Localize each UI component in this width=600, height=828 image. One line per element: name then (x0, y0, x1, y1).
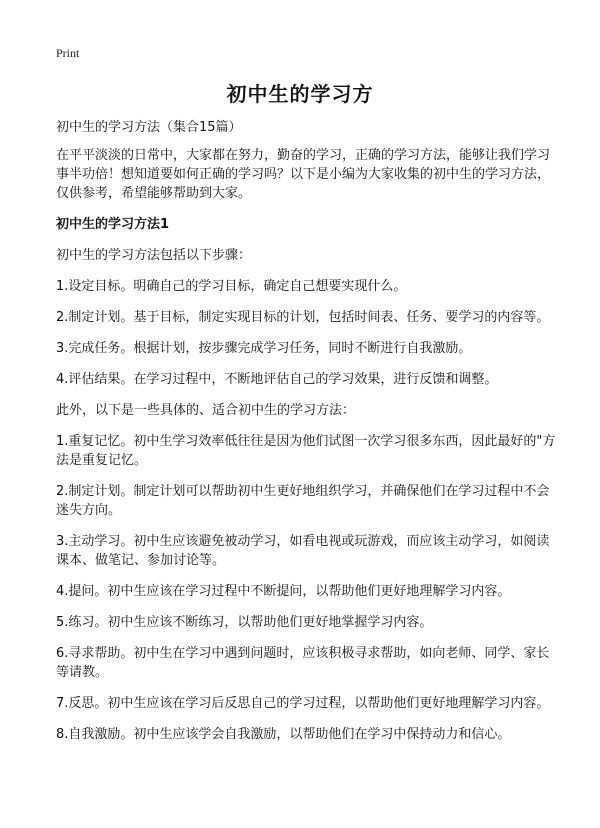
method-item: 4.提问。初中生应该在学习过程中不断提问，以帮助他们更好地理解学习内容。 (56, 584, 511, 599)
step-item: 1.设定目标。明确自己的学习目标，确定自己想要实现什么。 (56, 279, 407, 294)
page-title: 初中生的学习方 (226, 82, 374, 106)
step-item: 3.完成任务。根据计划，按步骤完成学习任务，同时不断进行自我激励。 (56, 341, 472, 356)
print-link[interactable]: Print (56, 46, 80, 60)
step-item: 4.评估结果。在学习过程中，不断地评估自己的学习效果，进行反馈和调整。 (56, 372, 498, 387)
steps-lead: 初中生的学习方法包括以下步骤： (56, 248, 252, 263)
method-item: 8.自我激励。初中生应该学会自我激励，以帮助他们在学习中保持动力和信心。 (56, 727, 511, 742)
article-body (56, 118, 556, 756)
step-item: 2.制定计划。基于目标，制定实现目标的计划，包括时间表、任务、要学习的内容等。 (56, 310, 550, 325)
method-item: 6.寻求帮助。初中生在学习中遇到问题时，应该积极寻求帮助，如向老师、同学、家长等请教。 (56, 646, 550, 680)
method-item: 3.主动学习。初中生应该避免被动学习，如看电视或玩游戏，而应该主动学习，如阅读课本、做笔记、参加讨论等。 (56, 534, 550, 568)
method-item: 2.制定计划。制定计划可以帮助初中生更好地组织学习，并确保他们在学习过程中不会迷失方向。 (56, 484, 550, 518)
intro-paragraph: 在平平淡淡的日常中，大家都在努力，勤奋的学习，正确的学习方法，能够让我们学习事半功倍！想知道要如何正确的学习吗？以下是小编为大家收集的初中生的学习方法，仅供参考，希望能够帮助到大家。 (56, 148, 551, 201)
section-heading: 初中生的学习方法1 (56, 217, 170, 232)
method-item: 5.练习。初中生应该不断练习，以帮助他们更好地掌握学习内容。 (56, 615, 433, 630)
article-subtitle: 初中生的学习方法（集合15篇） (56, 120, 242, 135)
methods-lead: 此外，以下是一些具体的、适合初中生的学习方法： (56, 403, 356, 418)
method-item: 7.反思。初中生应该在学习后反思自己的学习过程，以帮助他们更好地理解学习内容。 (56, 696, 550, 711)
method-item: 1.重复记忆。初中生学习效率低往往是因为他们试图一次学习很多东西，因此最好的"方法是重复记忆。 (56, 434, 556, 468)
